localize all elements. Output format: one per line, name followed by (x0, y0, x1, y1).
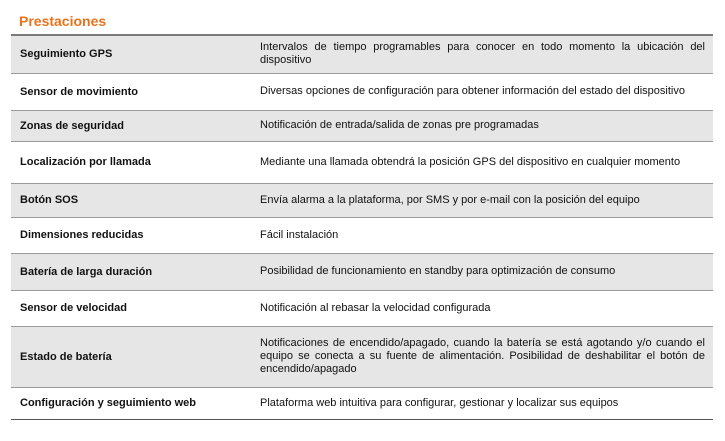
feature-description: Intervalos de tiempo programables para conocer en todo momento la ubicación del dispositivo (250, 36, 713, 73)
feature-name: Batería de larga duración (11, 253, 250, 290)
feature-name: Seguimiento GPS (11, 36, 250, 73)
features-table (11, 36, 713, 420)
table-row (11, 73, 713, 110)
section-title: Prestaciones (19, 13, 107, 29)
table-row (11, 141, 713, 183)
table-row (11, 290, 713, 326)
feature-description: Notificación al rebasar la velocidad configurada (250, 290, 713, 326)
feature-description: Notificación de entrada/salida de zonas pre programadas (250, 110, 713, 141)
feature-name: Sensor de movimiento (11, 73, 250, 110)
feature-description: Fácil instalación (250, 217, 713, 253)
table-row (11, 253, 713, 290)
feature-name: Localización por llamada (11, 141, 250, 183)
feature-name: Configuración y seguimiento web (11, 387, 250, 419)
feature-name: Sensor de velocidad (11, 290, 250, 326)
feature-description: Mediante una llamada obtendrá la posición GPS del dispositivo en cualquier momento (250, 141, 713, 183)
feature-description: Diversas opciones de configuración para obtener información del estado del dispositivo (250, 73, 713, 110)
feature-description: Notificaciones de encendido/apagado, cuando la batería se está agotando y/o cuando el equipo se conecta a su fuente de alimentación. Posibilidad de deshabilitar el botón de encendido/apagado (250, 326, 713, 387)
feature-name: Estado de batería (11, 326, 250, 387)
feature-description: Posibilidad de funcionamiento en standby para optimización de consumo (250, 253, 713, 290)
features-panel (11, 8, 713, 420)
table-row (11, 36, 713, 73)
feature-description: Envía alarma a la plataforma, por SMS y por e-mail con la posición del equipo (250, 183, 713, 217)
feature-name: Botón SOS (11, 183, 250, 217)
table-row (11, 183, 713, 217)
table-row (11, 387, 713, 419)
feature-name: Dimensiones reducidas (11, 217, 250, 253)
table-row (11, 110, 713, 141)
feature-name: Zonas de seguridad (11, 110, 250, 141)
table-row (11, 217, 713, 253)
feature-description: Plataforma web intuitiva para configurar, gestionar y localizar sus equipos (250, 387, 713, 419)
table-row (11, 326, 713, 387)
